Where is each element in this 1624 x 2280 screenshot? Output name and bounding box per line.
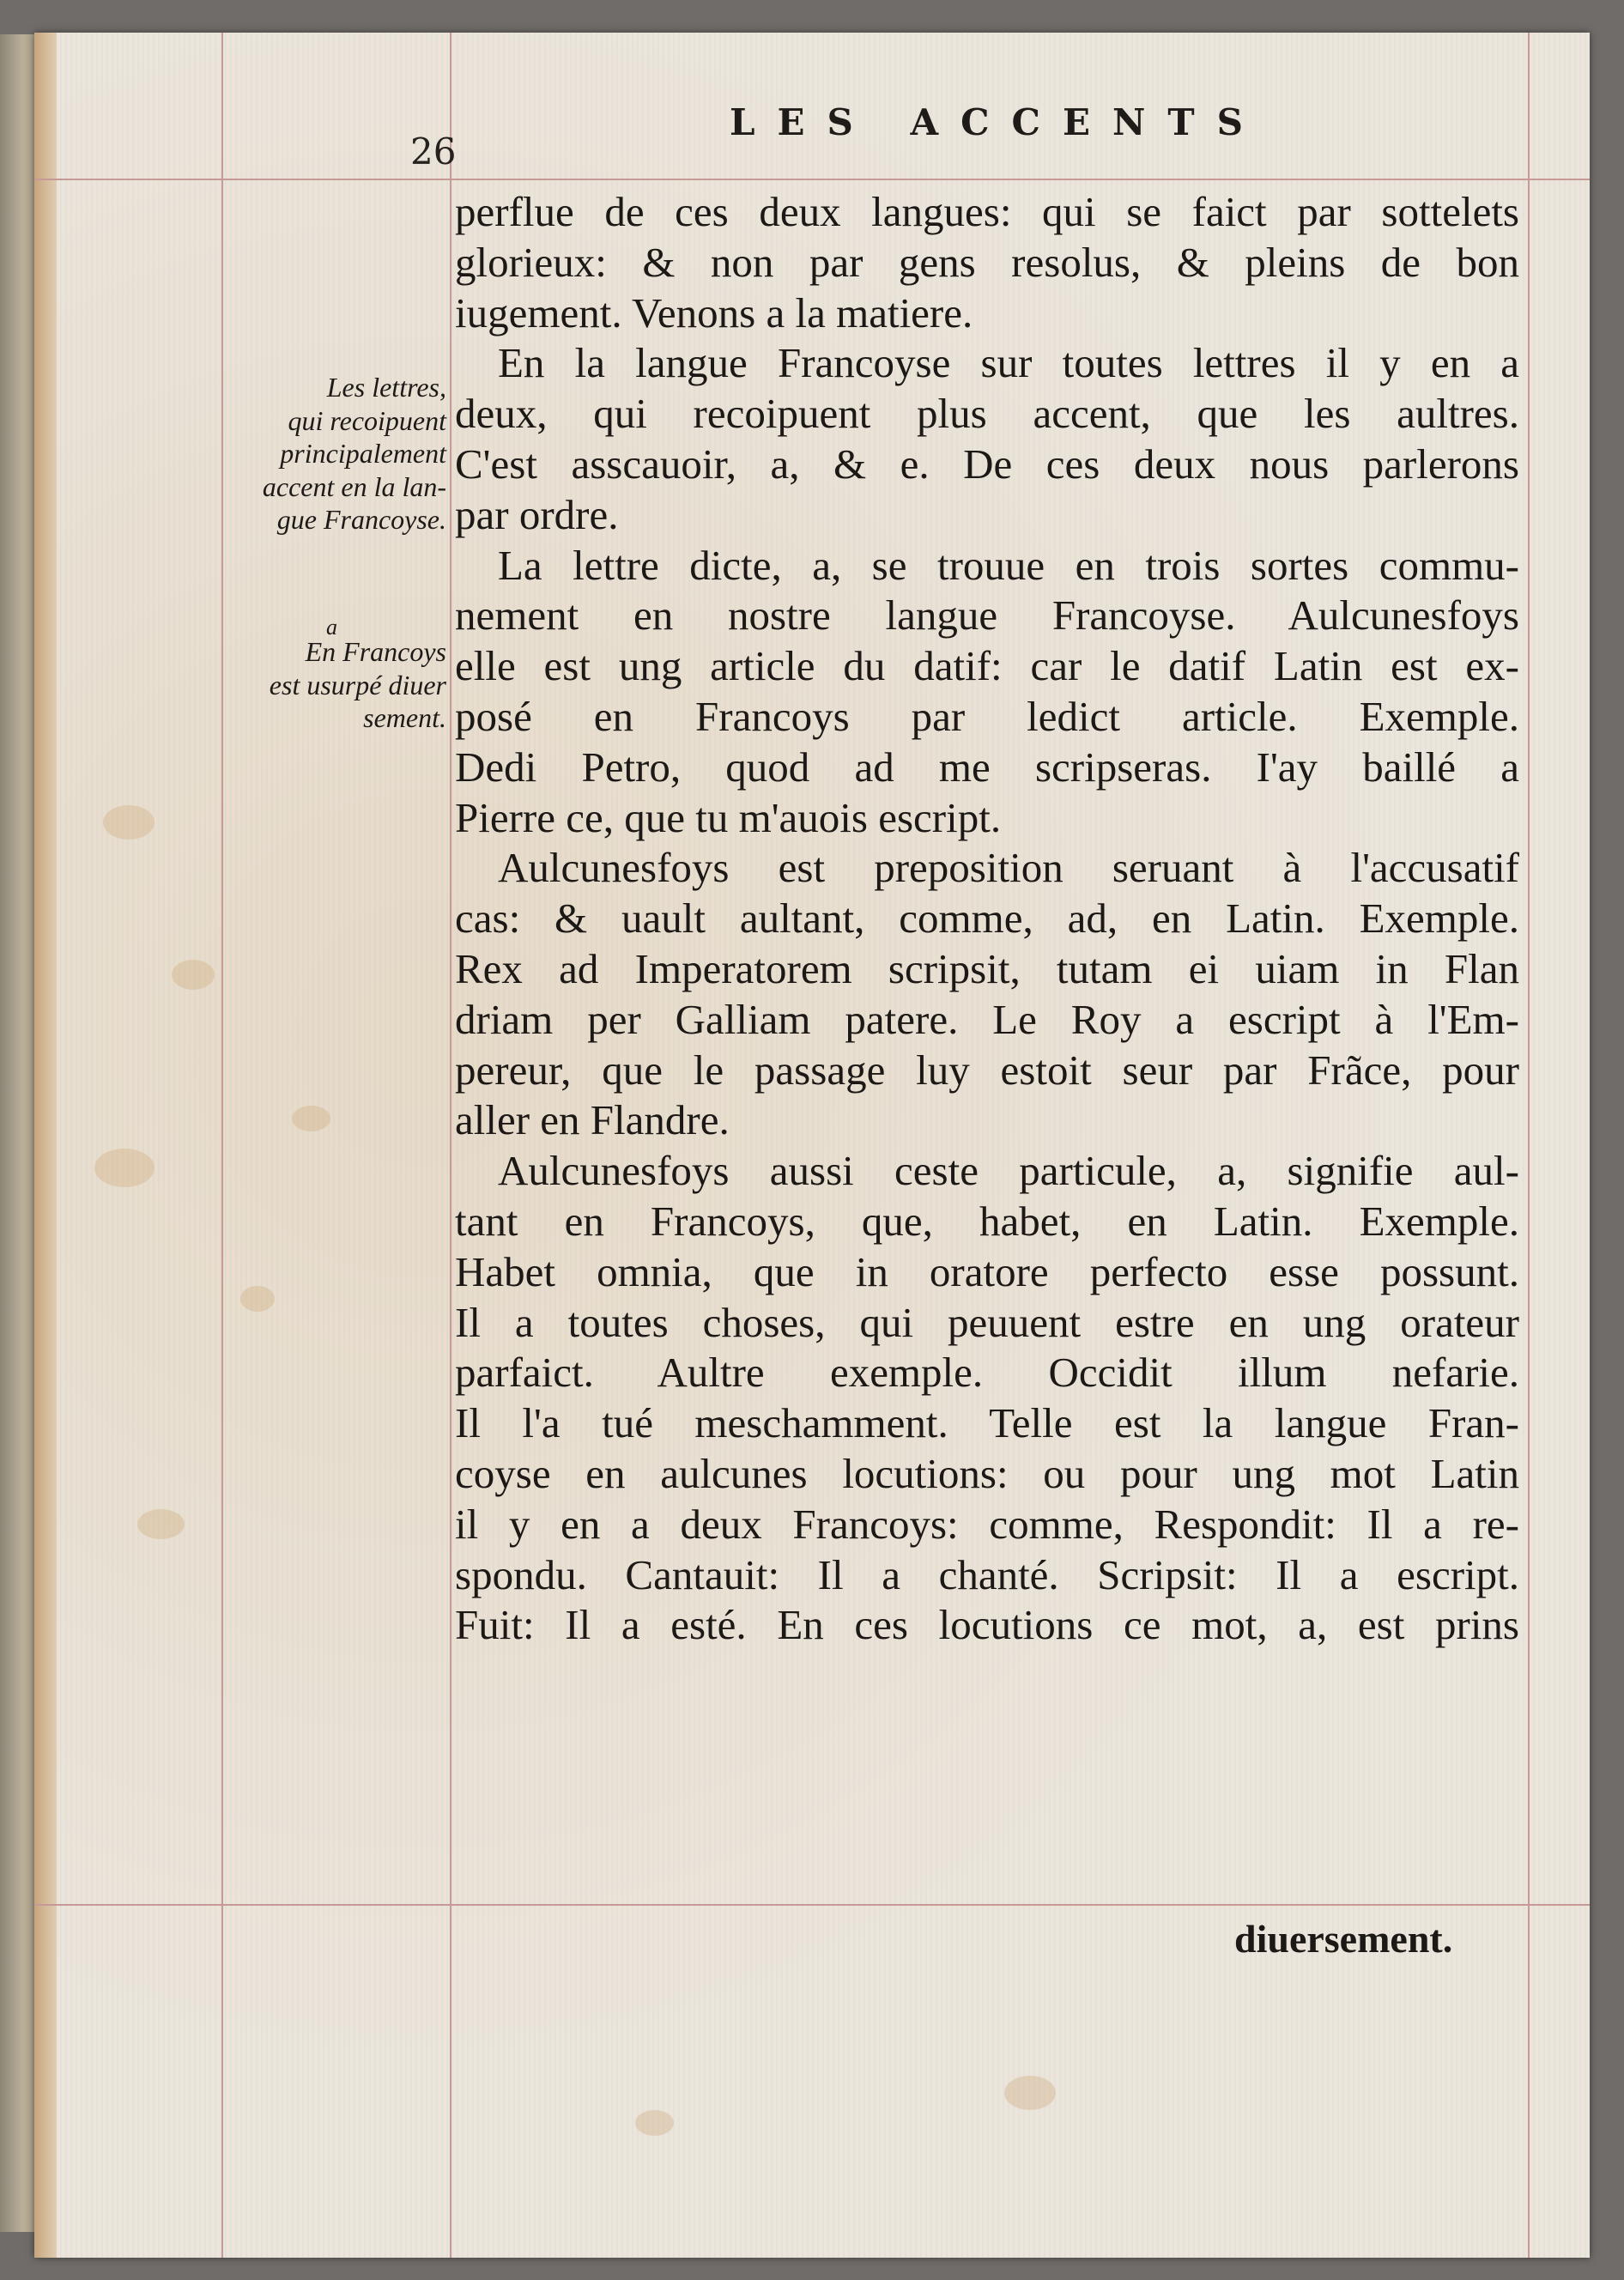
text-line: C'est asscauoir, a, & e. De ces deux nous parlerons — [455, 440, 1519, 488]
text-line: Habet omnia, que in oratore perfecto esse possunt. — [455, 1247, 1519, 1295]
text-line: nement en nostre langue Francoyse. Aulcunesfoys — [455, 591, 1519, 640]
text-line: Pierre ce, que tu m'auois escript. — [455, 793, 1002, 841]
text-line: coyse en aulcunes locutions: ou pour ung mot Latin — [455, 1449, 1519, 1497]
rule-outer-left — [221, 33, 223, 2258]
margin-note-line: gue Francoyse. — [276, 504, 446, 535]
page-number: 26 — [410, 130, 457, 173]
text-line: posé en Francoys par ledict article. Exemple. — [455, 692, 1519, 740]
body-text — [455, 187, 1519, 1651]
margin-note-line: Les lettres, — [326, 372, 446, 403]
rule-text-right — [1528, 33, 1530, 2258]
text-line: Rex ad Imperatorem scripsit, tutam ei uiam in Flan — [455, 944, 1519, 992]
margin-note — [202, 635, 446, 735]
rule-top — [34, 179, 1590, 180]
text-line: aller en Flandre. — [455, 1096, 730, 1144]
text-line: il y en a deux Francoys: comme, Respondit: Il a re- — [455, 1500, 1519, 1548]
text-line: iugement. Venons a la matiere. — [455, 288, 973, 337]
text-line: elle est ung article du datif: car le datif Latin est ex- — [455, 642, 1519, 690]
text-line: Aulcunesfoys aussi ceste particule, a, signifie aul- — [498, 1147, 1519, 1195]
text-line: driam per Galliam patere. Le Roy a escript à l'Em- — [455, 995, 1519, 1043]
text-line: Aulcunesfoys est preposition seruant à l'accusatif — [498, 844, 1519, 892]
text-line: perflue de ces deux langues: qui se faict par sottelets — [455, 188, 1519, 235]
text-line: parfaict. Aultre exemple. Occidit illum nefarie. — [455, 1349, 1519, 1397]
text-line: deux, qui recoipuent plus accent, que les aultres. — [455, 390, 1519, 438]
text-line: tant en Francoys, que, habet, en Latin. Exemple. — [455, 1197, 1519, 1245]
margin-note-line: est usurpé diuer — [269, 669, 446, 700]
text-line: pereur, que le passage luy estoit seur par Frãce, pour — [455, 1046, 1519, 1094]
margin-note — [202, 371, 446, 537]
text-line: glorieux: & non par gens resolus, & pleins de bon — [455, 238, 1519, 286]
text-line: par ordre. — [455, 490, 619, 538]
text-line: spondu. Cantauit: Il a chanté. Scripsit: Il a escript. — [455, 1550, 1519, 1598]
margin-note-line: En Francoys — [305, 636, 446, 667]
margin-note-line: principalement — [280, 438, 446, 469]
margin-note-line: sement. — [363, 702, 446, 733]
text-line: cas: & uault aultant, comme, ad, en Latin. Exemple. — [455, 894, 1519, 943]
page-edge — [34, 33, 57, 2258]
margin-note-mark: a — [326, 615, 337, 640]
text-line: Il l'a tué meschamment. Telle est la langue Fran- — [455, 1399, 1519, 1447]
text-line: Il a toutes choses, qui peuuent estre en ung orateur — [455, 1298, 1519, 1346]
rule-text-left — [450, 33, 451, 2258]
text-line: Dedi Petro, quod ad me scripseras. I'ay baillé a — [455, 743, 1519, 791]
rule-bottom — [34, 1904, 1590, 1906]
margin-note-line: qui recoipuent — [288, 404, 446, 436]
text-line: La lettre dicte, a, se trouue en trois sortes commu- — [498, 541, 1519, 589]
running-title: LES ACCENTS — [730, 101, 1265, 143]
margin-note-line: accent en la lan- — [262, 470, 446, 502]
catchword: diuersement. — [1234, 1917, 1453, 1961]
text-line: En la langue Francoyse sur toutes lettres il y en a — [498, 339, 1519, 387]
text-line: Fuit: Il a esté. En ces locutions ce mot, a, est prins — [455, 1601, 1519, 1649]
